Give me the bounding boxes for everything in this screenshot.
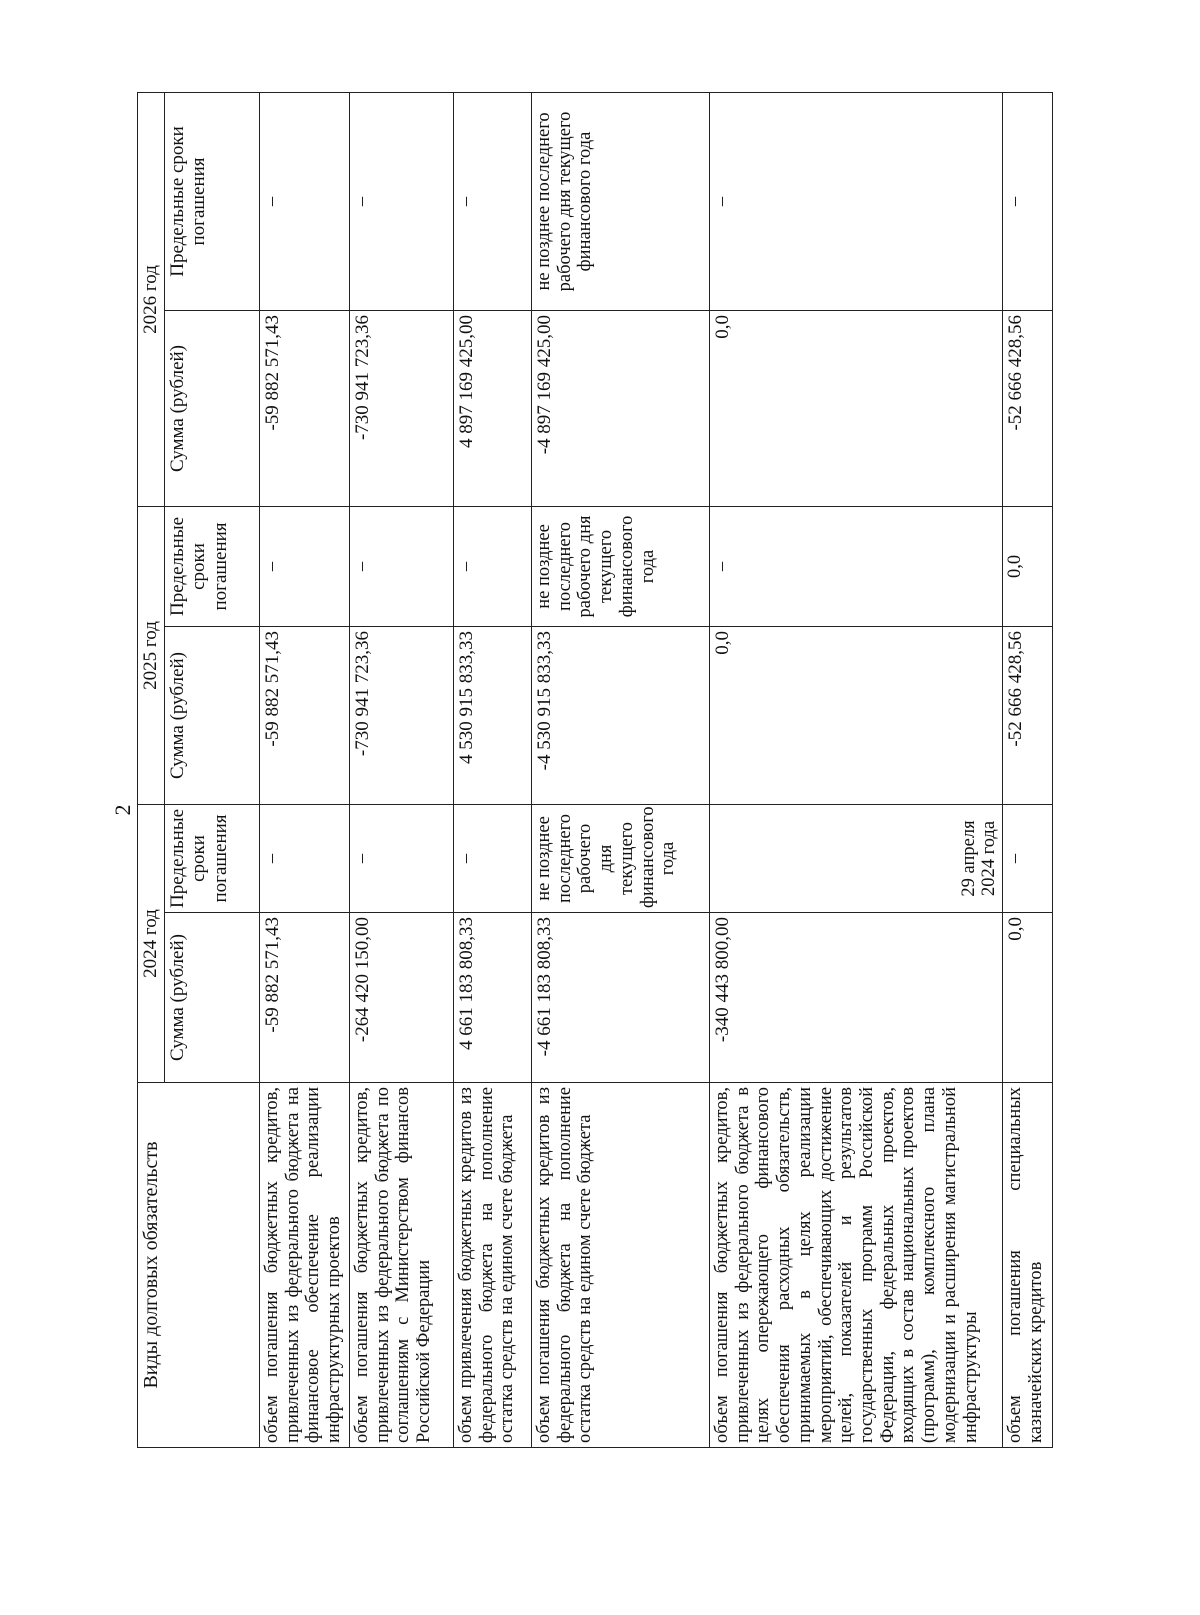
row-sum-2025: -52 666 428,56 bbox=[1003, 626, 1053, 804]
row-sum-2025: -59 882 571,43 bbox=[260, 626, 350, 804]
row-term-2024: – bbox=[454, 804, 532, 912]
row-sum-2026: -730 941 723,36 bbox=[350, 310, 454, 506]
row-term-2026: – bbox=[1003, 92, 1053, 310]
table-row bbox=[350, 92, 454, 1447]
sum-header-2026: Сумма (рублей) bbox=[165, 310, 260, 506]
term-header-2025: Предельные сроки погашения bbox=[165, 506, 260, 626]
row-sum-2025: 0,0 bbox=[710, 626, 1003, 804]
row-sum-2024: 4 661 183 808,33 bbox=[454, 913, 532, 1083]
row-term-2024: 29 апреля 2024 года bbox=[710, 804, 1003, 912]
row-term-2025: – bbox=[454, 506, 532, 626]
table-row bbox=[710, 92, 1003, 1447]
row-kind: объем привлечения бюджетных кредитов из федерального бюджета на пополнение остатка средств на едином счете бюджета bbox=[454, 1083, 532, 1448]
row-term-2026: – bbox=[350, 92, 454, 310]
row-term-2026: не позднее последнего рабочего дня текущего финансового года bbox=[532, 92, 710, 310]
row-sum-2024: -340 443 800,00 bbox=[710, 913, 1003, 1083]
page-number: 2 bbox=[110, 804, 135, 816]
row-kind: объем погашения бюджетных кредитов из федерального бюджета на пополнение остатка средств на едином счете бюджета bbox=[532, 1083, 710, 1448]
sum-header-2024: Сумма (рублей) bbox=[165, 913, 260, 1083]
row-term-2024: – bbox=[1003, 804, 1053, 912]
row-sum-2024: -4 661 183 808,33 bbox=[532, 913, 710, 1083]
row-term-2024: не позднее последнего рабочего дня текущего финансового года bbox=[532, 804, 710, 912]
row-term-2026: – bbox=[454, 92, 532, 310]
row-sum-2025: -730 941 723,36 bbox=[350, 626, 454, 804]
table-row bbox=[260, 92, 350, 1447]
row-sum-2024: 0,0 bbox=[1003, 913, 1053, 1083]
row-term-2025: – bbox=[260, 506, 350, 626]
row-term-2026: – bbox=[710, 92, 1003, 310]
row-term-2025: не позднее последнего рабочего дня текущего финансового года bbox=[532, 506, 710, 626]
term-header-2026: Предельные сроки погашения bbox=[165, 92, 260, 310]
year-header-2025: 2025 год bbox=[138, 506, 165, 804]
row-kind: объем погашения бюджетных кредитов, привлеченных из федерального бюджета в целях опережающего финансового обеспечения расходных обязательств, принимаемых в целях реализации мероприятий, обеспечивающих достижение целей, показателей и результатов государственных программ Российской Федерации, федеральных проектов, входящих в состав национальных проектов (программ), комплексного плана модернизации и расширения магистральной инфраструктуры bbox=[710, 1083, 1003, 1448]
row-kind: объем погашения специальных казначейских кредитов bbox=[1003, 1083, 1053, 1448]
row-sum-2024: -59 882 571,43 bbox=[260, 913, 350, 1083]
kind-column-header: Виды долговых обязательств bbox=[138, 1083, 260, 1448]
year-header-2026: 2026 год bbox=[138, 92, 165, 506]
row-sum-2026: -52 666 428,56 bbox=[1003, 310, 1053, 506]
row-term-2024: – bbox=[350, 804, 454, 912]
table-row bbox=[532, 92, 710, 1447]
rotated-table-wrapper bbox=[137, 93, 1046, 1448]
table-row bbox=[1003, 92, 1053, 1447]
term-header-2024: Предельные сроки погашения bbox=[165, 804, 260, 912]
row-sum-2025: -4 530 915 833,33 bbox=[532, 626, 710, 804]
row-term-2026: – bbox=[260, 92, 350, 310]
row-term-2024: – bbox=[260, 804, 350, 912]
row-term-2025: – bbox=[350, 506, 454, 626]
row-term-2025: – bbox=[710, 506, 1003, 626]
row-kind: объем погашения бюджетных кредитов, привлеченных из федерального бюджета на финансовое обеспечение реализации инфраструктурных проектов bbox=[260, 1083, 350, 1448]
row-sum-2024: -264 420 150,00 bbox=[350, 913, 454, 1083]
row-sum-2025: 4 530 915 833,33 bbox=[454, 626, 532, 804]
year-header-2024: 2024 год bbox=[138, 804, 165, 1082]
debt-obligations-table bbox=[137, 92, 1053, 1448]
row-kind: объем погашения бюджетных кредитов, привлеченных из федерального бюджета по соглашениям с Министерством финансов Российской Федерации bbox=[350, 1083, 454, 1448]
row-sum-2026: 0,0 bbox=[710, 310, 1003, 506]
sum-header-2025: Сумма (рублей) bbox=[165, 626, 260, 804]
row-term-2025: 0,0 bbox=[1003, 506, 1053, 626]
row-sum-2026: -59 882 571,43 bbox=[260, 310, 350, 506]
table-row bbox=[454, 92, 532, 1447]
row-sum-2026: 4 897 169 425,00 bbox=[454, 310, 532, 506]
row-sum-2026: -4 897 169 425,00 bbox=[532, 310, 710, 506]
